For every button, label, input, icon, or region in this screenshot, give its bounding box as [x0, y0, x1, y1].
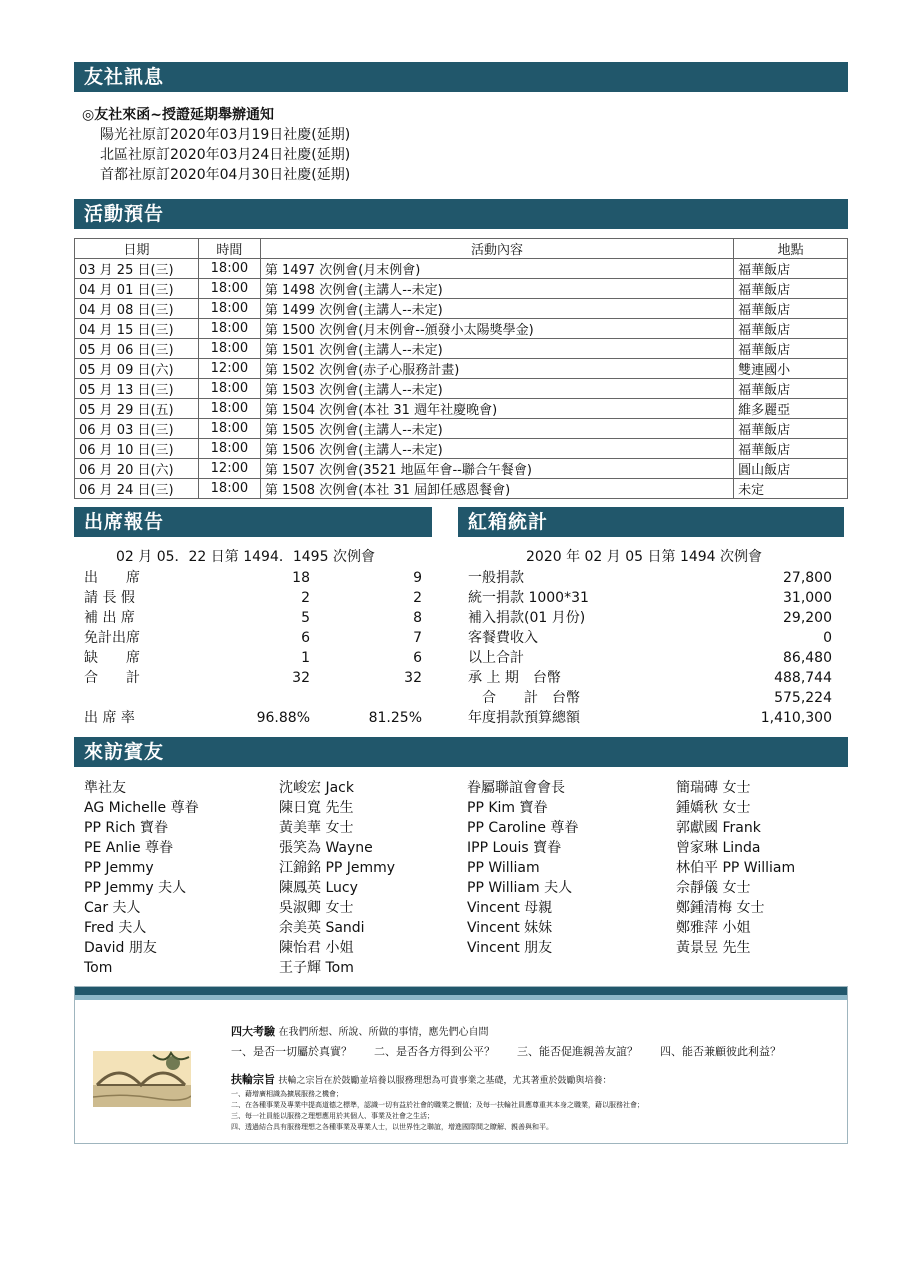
event-time: 18:00	[198, 299, 260, 319]
visitor-name: Fred 夫人	[84, 920, 147, 936]
donation-label: 以上合計	[468, 650, 524, 666]
donation-amount: 575,224	[774, 690, 832, 706]
club-news-line: 陽光社原訂2020年03月19日社慶(延期)	[100, 127, 351, 143]
event-time: 18:00	[198, 439, 260, 459]
attendance-count-2: 9	[413, 570, 422, 586]
attendance-row	[84, 608, 428, 628]
donations-header: 紅箱統計	[458, 507, 844, 537]
four-way-test-items: 一、是否一切屬於真實？ 二、是否各方得到公平？ 三、能否促進親善友誼？ 四、能否兼顧彼此利益？	[231, 1045, 781, 1058]
visitor-name: AG Michelle 尊眷	[84, 800, 199, 816]
attendance-label: 免計出席	[84, 630, 140, 646]
visitor-name: 鄭鍾清梅 女士	[676, 900, 765, 916]
donation-amount: 0	[823, 630, 832, 646]
event-row	[75, 279, 848, 299]
club-news-body	[82, 105, 350, 185]
visitor-name: PP William 夫人	[467, 880, 573, 896]
attendance-row	[84, 628, 428, 648]
donation-label: 合 計 台幣	[468, 690, 580, 706]
donation-row	[468, 688, 832, 708]
visitor-name: 鍾嬌秋 女士	[676, 800, 751, 816]
visitor-name: PP Kim 寶眷	[467, 800, 548, 816]
col-header-place: 地點	[734, 239, 848, 259]
event-row	[75, 439, 848, 459]
event-row	[75, 259, 848, 279]
visitor-name: 林伯平 PP William	[676, 860, 796, 876]
visitor-name: PP Rich 寶眷	[84, 820, 168, 836]
visitors-column-1	[84, 778, 199, 978]
event-content: 第 1499 次例會(主講人--未定)	[260, 299, 733, 319]
event-place: 福華飯店	[734, 319, 848, 339]
donation-row	[468, 608, 832, 628]
event-time: 12:00	[198, 359, 260, 379]
attendance-count-1: 6	[301, 630, 310, 646]
attendance-label: 合 計	[84, 670, 140, 686]
attendance-row	[84, 648, 428, 668]
col-header-content: 活動內容	[260, 239, 733, 259]
visitor-name: Car 夫人	[84, 900, 141, 916]
visitor-name: Vincent 朋友	[467, 940, 553, 956]
visitor-name: PP Caroline 尊眷	[467, 820, 579, 836]
donation-row	[468, 568, 832, 588]
visitor-name: 準社友	[84, 780, 126, 796]
event-content: 第 1503 次例會(主講人--未定)	[260, 379, 733, 399]
event-row	[75, 479, 848, 499]
visitor-name: 王子輝 Tom	[279, 960, 354, 976]
visitor-name: Vincent 母親	[467, 900, 553, 916]
club-news-line: 北區社原訂2020年03月24日社慶(延期)	[100, 147, 351, 163]
event-date: 04 月 08 日(三)	[75, 299, 199, 319]
event-place: 福華飯店	[734, 259, 848, 279]
visitors-column-3	[467, 778, 578, 958]
donation-label: 補入捐款(01 月份)	[468, 610, 586, 626]
rotary-purpose-intro: 扶輪之宗旨在於鼓勵並培養以服務理想為可貴事業之基礎，尤其著重於鼓勵與培養：	[278, 1076, 612, 1086]
four-way-test-intro: 在我們所想、所說、所做的事情，應先們心自問	[278, 1027, 489, 1038]
visitor-name: Vincent 妹妹	[467, 920, 553, 936]
event-content: 第 1505 次例會(主講人--未定)	[260, 419, 733, 439]
attendance-row	[84, 568, 428, 588]
attendance-count-1: 1	[301, 650, 310, 666]
events-table	[74, 238, 848, 499]
visitor-name: 黃美華 女士	[279, 820, 354, 836]
attendance-label: 出 席	[84, 570, 140, 586]
event-date: 05 月 06 日(三)	[75, 339, 199, 359]
events-header: 活動預告	[74, 199, 848, 229]
events-table-header-row	[75, 239, 848, 259]
visitor-name: 黃景昱 先生	[676, 940, 751, 956]
club-news-heading: ◎友社來函~授證延期舉辦通知	[82, 107, 274, 123]
visitor-name: 曾家琳 Linda	[676, 840, 761, 856]
attendance-label: 請 長 假	[84, 590, 135, 606]
donation-label: 年度捐款預算總額	[468, 710, 580, 726]
attendance-header: 出席報告	[74, 507, 432, 537]
visitor-name: PP William	[467, 860, 540, 876]
event-date: 04 月 15 日(三)	[75, 319, 199, 339]
event-time: 18:00	[198, 319, 260, 339]
event-content: 第 1504 次例會(本社 31 週年社慶晚會)	[260, 399, 733, 419]
event-time: 18:00	[198, 479, 260, 499]
donations-table	[468, 568, 832, 728]
visitor-name: 簡瑞磚 女士	[676, 780, 751, 796]
event-date: 06 月 24 日(三)	[75, 479, 199, 499]
col-header-date: 日期	[75, 239, 199, 259]
footer-stripe-dark	[75, 987, 847, 995]
event-place: 圓山飯店	[734, 459, 848, 479]
event-row	[75, 359, 848, 379]
event-place: 福華飯店	[734, 439, 848, 459]
event-content: 第 1507 次例會(3521 地區年會--聯合午餐會)	[260, 459, 733, 479]
visitors-column-2	[279, 778, 395, 978]
visitors-header: 來訪賓友	[74, 737, 848, 767]
event-row	[75, 379, 848, 399]
visitor-name: 張笑為 Wayne	[279, 840, 373, 856]
event-place: 福華飯店	[734, 299, 848, 319]
attendance-row	[84, 668, 428, 688]
attendance-count-2: 2	[413, 590, 422, 606]
visitor-name: 余美英 Sandi	[279, 920, 365, 936]
visitor-name: Tom	[84, 960, 113, 976]
event-place: 福華飯店	[734, 379, 848, 399]
footer-stripe-light	[75, 995, 847, 1000]
event-row	[75, 319, 848, 339]
attendance-count-2: 32	[404, 670, 422, 686]
donation-amount: 488,744	[774, 670, 832, 686]
donation-row	[468, 588, 832, 608]
event-row	[75, 419, 848, 439]
event-content: 第 1508 次例會(本社 31 屆卸任感恩餐會)	[260, 479, 733, 499]
attendance-count-1: 5	[301, 610, 310, 626]
event-row	[75, 299, 848, 319]
event-content: 第 1502 次例會(赤子心服務計畫)	[260, 359, 733, 379]
attendance-count-2: 7	[413, 630, 422, 646]
visitor-name: IPP Louis 寶眷	[467, 840, 562, 856]
attendance-count-1: 2	[301, 590, 310, 606]
event-time: 18:00	[198, 259, 260, 279]
event-date: 04 月 01 日(三)	[75, 279, 199, 299]
attendance-rate-row	[84, 708, 428, 728]
event-row	[75, 399, 848, 419]
event-time: 18:00	[198, 379, 260, 399]
visitor-name: 眷屬聯誼會會長	[467, 780, 565, 796]
attendance-rate-2: 81.25%	[368, 710, 422, 726]
donations-subtitle: 2020 年 02 月 05 日第 1494 次例會	[526, 549, 763, 565]
event-date: 03 月 25 日(三)	[75, 259, 199, 279]
event-content: 第 1506 次例會(主講人--未定)	[260, 439, 733, 459]
rotary-purpose-item: 三、每一社員能以服務之理想應用於其個人、事業及社會之生活；	[231, 1112, 434, 1120]
attendance-count-1: 32	[292, 670, 310, 686]
attendance-row	[84, 588, 428, 608]
attendance-subtitle: 02 月 05．22 日第 1494．1495 次例會	[116, 549, 375, 565]
attendance-table	[84, 568, 428, 688]
rotary-purpose-item: 一、藉增廣相識為擴展服務之機會；	[231, 1090, 343, 1098]
event-content: 第 1501 次例會(主講人--未定)	[260, 339, 733, 359]
club-news-header: 友社訊息	[74, 62, 848, 92]
event-place: 未定	[734, 479, 848, 499]
visitor-name: 郭獻國 Frank	[676, 820, 761, 836]
event-date: 06 月 20 日(六)	[75, 459, 199, 479]
donation-row	[468, 648, 832, 668]
event-time: 18:00	[198, 399, 260, 419]
visitor-name: 陳怡君 小姐	[279, 940, 354, 956]
donation-label: 一般捐款	[468, 570, 524, 586]
event-date: 05 月 29 日(五)	[75, 399, 199, 419]
donation-amount: 86,480	[783, 650, 832, 666]
attendance-rate-label: 出 席 率	[84, 710, 135, 726]
donation-label: 客餐費收入	[468, 630, 538, 646]
visitor-name: PP Jemmy	[84, 860, 154, 876]
rotary-footer	[74, 986, 848, 1144]
event-content: 第 1497 次例會(月末例會)	[260, 259, 733, 279]
club-news-line: 首都社原訂2020年04月30日社慶(延期)	[100, 167, 351, 183]
event-content: 第 1498 次例會(主講人--未定)	[260, 279, 733, 299]
donation-label: 統一捐款 1000*31	[468, 590, 589, 606]
attendance-rate-1: 96.88%	[256, 710, 310, 726]
donation-label: 承 上 期 台幣	[468, 670, 561, 686]
attendance-label: 缺 席	[84, 650, 140, 666]
donation-row	[468, 668, 832, 688]
event-place: 福華飯店	[734, 339, 848, 359]
event-place: 福華飯店	[734, 419, 848, 439]
event-place: 雙連國小	[734, 359, 848, 379]
event-place: 維多麗亞	[734, 399, 848, 419]
event-date: 06 月 03 日(三)	[75, 419, 199, 439]
four-way-test	[231, 1023, 489, 1039]
four-way-test-title: 四大考驗	[231, 1025, 275, 1038]
visitor-name: PP Jemmy 夫人	[84, 880, 187, 896]
visitor-name: David 朋友	[84, 940, 157, 956]
col-header-time: 時間	[198, 239, 260, 259]
attendance-count-2: 6	[413, 650, 422, 666]
event-content: 第 1500 次例會(月末例會--頒發小太陽獎學金)	[260, 319, 733, 339]
event-date: 05 月 13 日(三)	[75, 379, 199, 399]
event-time: 18:00	[198, 339, 260, 359]
visitor-name: 沈峻宏 Jack	[279, 780, 354, 796]
donation-amount: 1,410,300	[760, 710, 832, 726]
rotary-purpose	[231, 1071, 612, 1087]
visitor-name: 吳淑卿 女士	[279, 900, 354, 916]
event-place: 福華飯店	[734, 279, 848, 299]
attendance-label: 補 出 席	[84, 610, 135, 626]
donation-amount: 31,000	[783, 590, 832, 606]
event-time: 18:00	[198, 279, 260, 299]
bridge-landscape-image	[93, 1051, 191, 1107]
visitor-name: PE Anlie 尊眷	[84, 840, 174, 856]
event-date: 05 月 09 日(六)	[75, 359, 199, 379]
event-time: 12:00	[198, 459, 260, 479]
event-row	[75, 339, 848, 359]
visitor-name: 鄭雅萍 小姐	[676, 920, 751, 936]
visitor-name: 江錦銘 PP Jemmy	[279, 860, 396, 876]
visitors-column-4	[676, 778, 795, 958]
attendance-count-2: 8	[413, 610, 422, 626]
event-row	[75, 459, 848, 479]
rotary-purpose-title: 扶輪宗旨	[231, 1073, 275, 1086]
donation-row	[468, 708, 832, 728]
visitor-name: 陳日寬 先生	[279, 800, 354, 816]
rotary-purpose-item: 四、透過結合具有服務理想之各種事業及專業人士，以世界性之聯誼，增進國際間之瞭解、親善與和平。	[231, 1123, 553, 1131]
visitor-name: 陳鳳英 Lucy	[279, 880, 358, 896]
event-date: 06 月 10 日(三)	[75, 439, 199, 459]
attendance-count-1: 18	[292, 570, 310, 586]
donation-row	[468, 628, 832, 648]
rotary-purpose-item: 二、在各種事業及專業中提高道德之標準，認識一切有益於社會的職業之價值；及每一扶輪社員應尊重其本身之職業，藉以服務社會；	[231, 1101, 644, 1109]
visitor-name: 佘靜儀 女士	[676, 880, 751, 896]
event-time: 18:00	[198, 419, 260, 439]
donation-amount: 29,200	[783, 610, 832, 626]
donation-amount: 27,800	[783, 570, 832, 586]
